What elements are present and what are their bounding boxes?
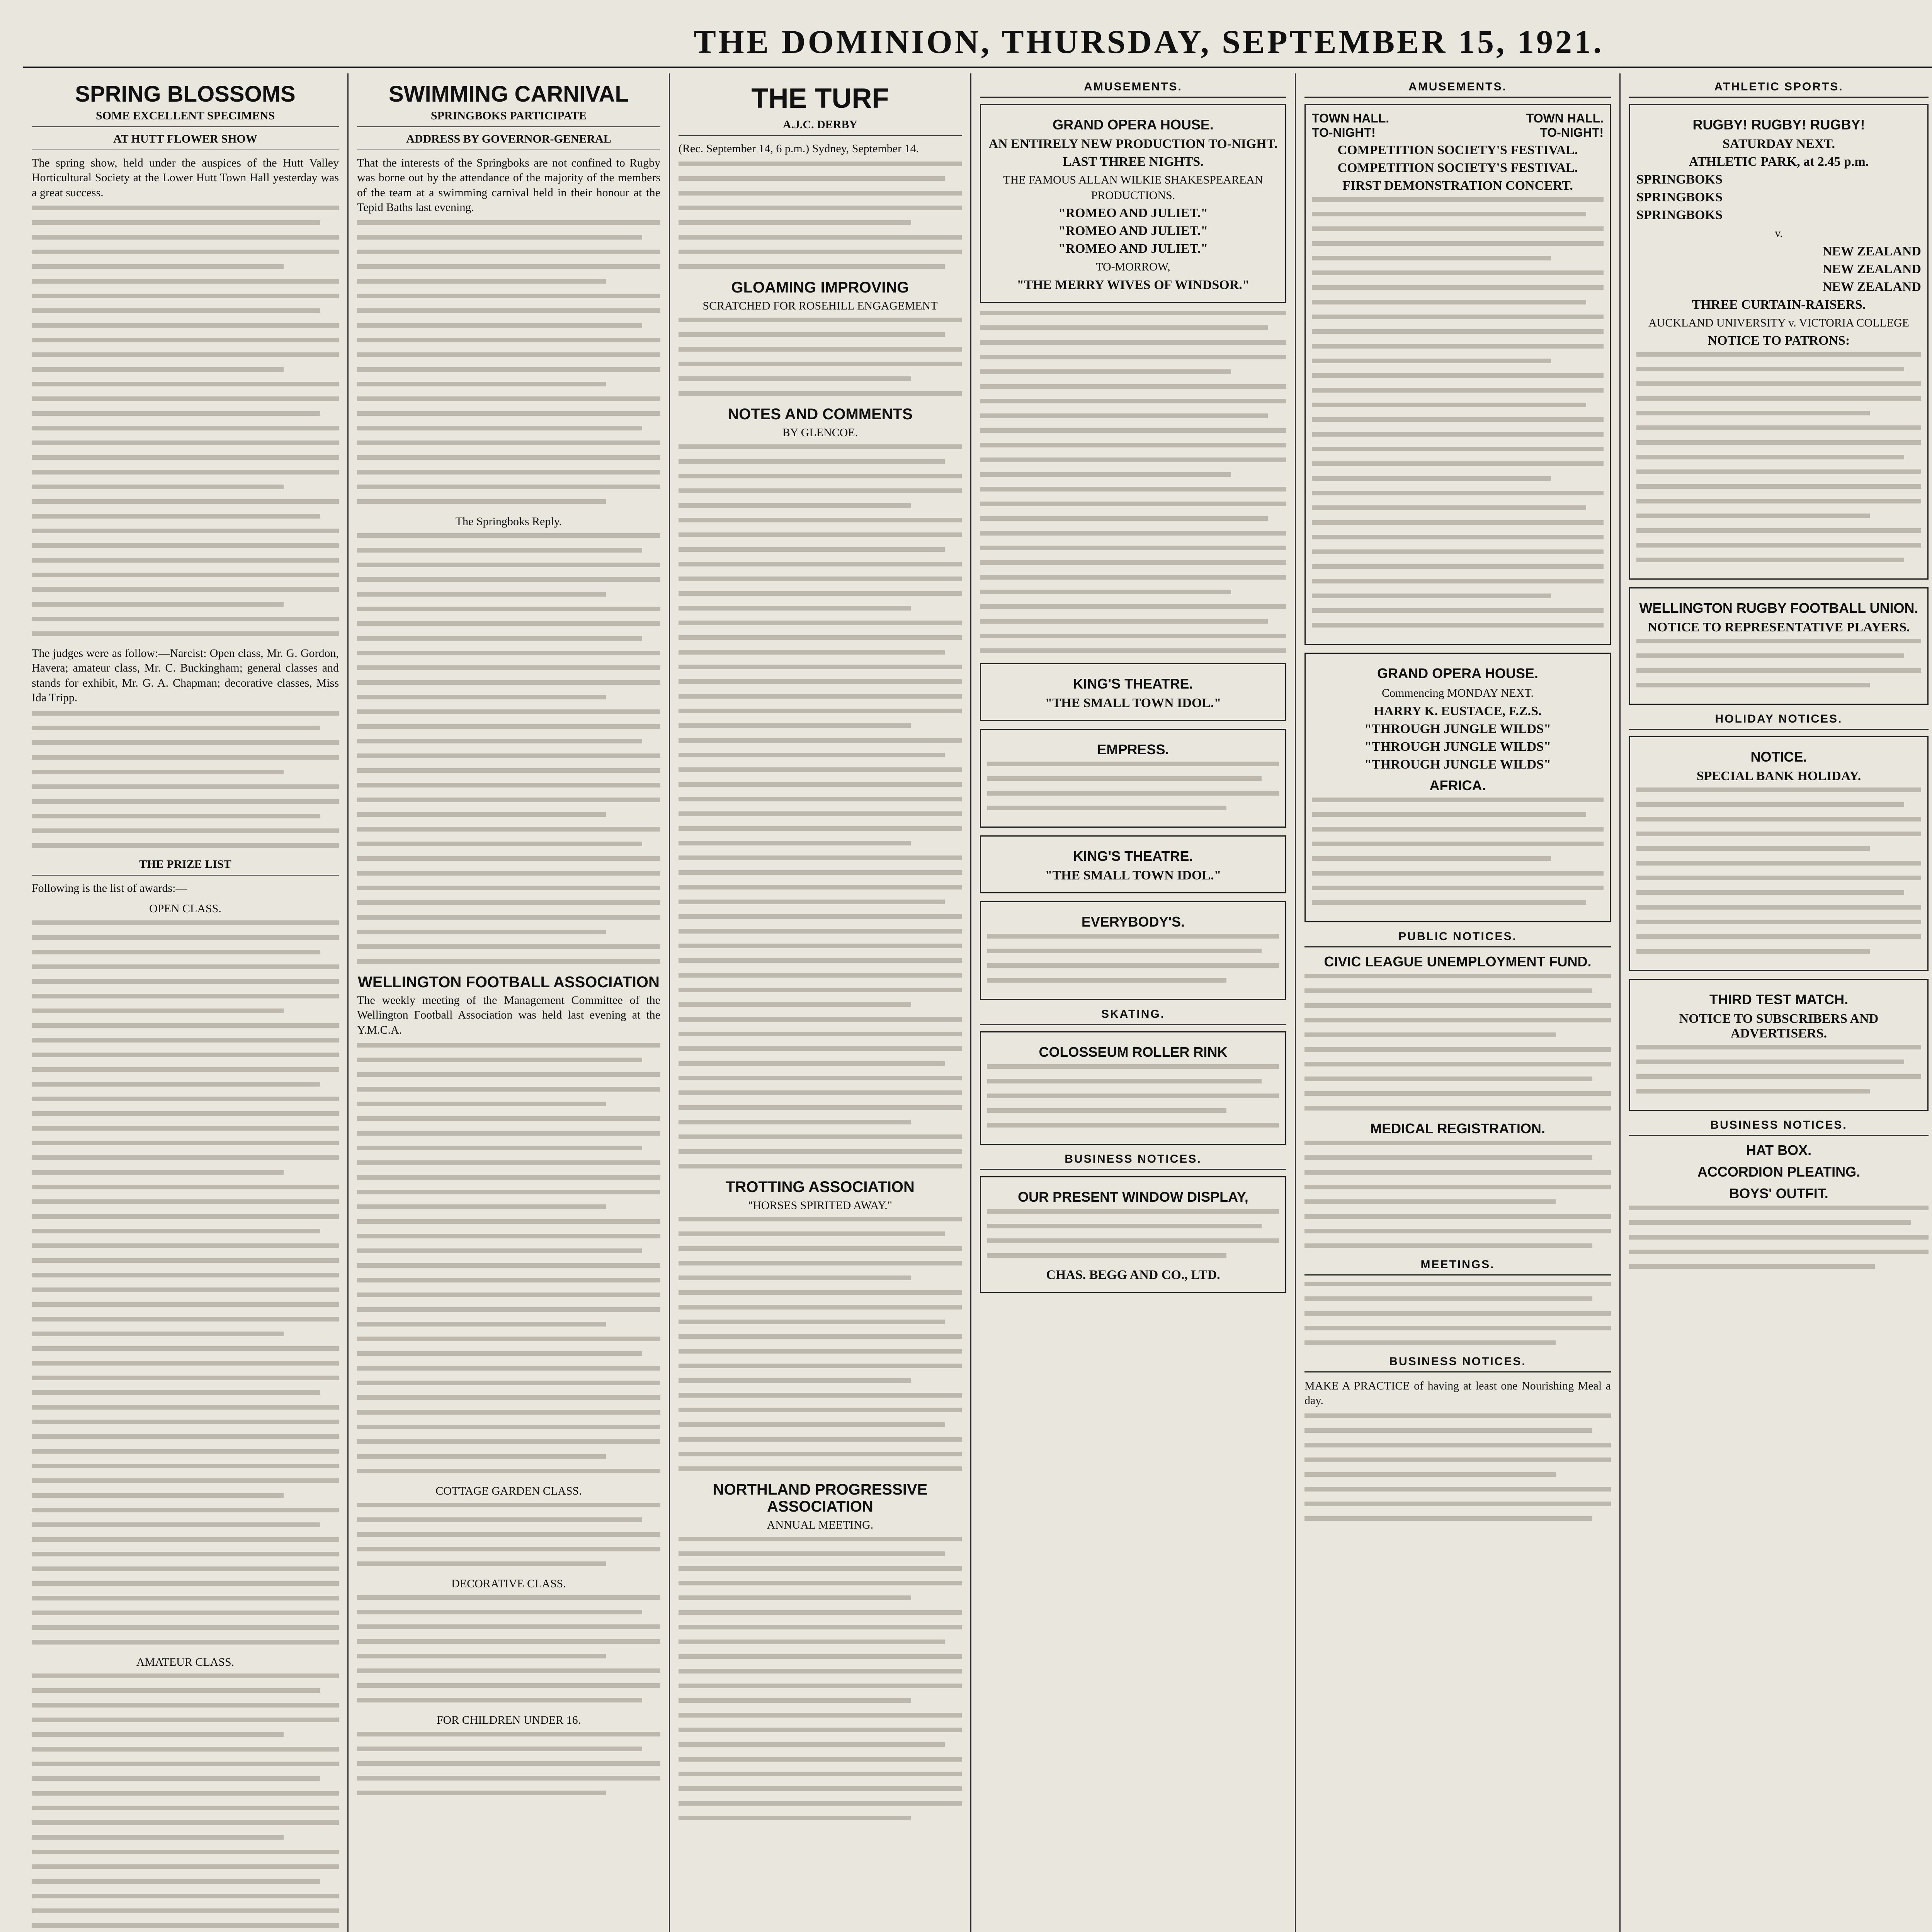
prize-list-heading: THE PRIZE LIST [32,858,339,876]
everybodys-title: EVERYBODY'S. [1081,913,1185,930]
article-text-block [32,1673,339,1932]
article-text-block [32,920,339,1645]
advertisement-text-block [1312,798,1604,905]
masthead-title: THE DOMINION, THURSDAY, SEPTEMBER 15, 1921. [694,23,1604,60]
notice-text-block [1304,974,1611,1111]
notice-text-block [1636,639,1921,687]
article-text-block [357,533,660,964]
notice-text-block [1636,787,1921,954]
colosseum-title: COLOSSEUM ROLLER RINK [1039,1044,1228,1060]
trotting-subheading: "HORSES SPIRITED AWAY." [748,1199,892,1212]
romeo-juliet-line: "ROMEO AND JULIET." [1058,206,1208,221]
ajc-derby-heading: A.J.C. DERBY [679,118,962,136]
notice-title: NOTICE. [1750,749,1807,765]
masthead [23,15,1932,68]
famous-productions-line: THE FAMOUS ALLAN WILKIE SHAKESPEAREAN PRODUCTIONS. [1003,173,1263,202]
spring-paragraph-2: The judges were as follow:—Narcist: Open class, Mr. G. Gordon, Havera; amateur class, Mr. C. Buckingham; general classes and stands for exhibit, Mr. G. A. Chapman; decorative classes, Miss Ida Tripp. [32,647,339,704]
swimming-paragraph-1: That the interests of the Springboks are not confined to Rugby was borne out by the attendance of the majority of the members of the team at a swimming carnival held in their honour at the Tepid Baths last evening. [357,156,660,214]
grand-opera-title: GRAND OPERA HOUSE. [1053,117,1214,133]
prize-list-intro: Following is the list of awards:— [32,881,187,895]
to-night-left: TO-NIGHT! [1312,126,1376,139]
romeo-juliet-line: "ROMEO AND JULIET." [1058,224,1208,238]
bank-holiday-notice [1629,736,1929,971]
civic-league-heading: CIVIC LEAGUE UNEMPLOYMENT FUND. [1324,953,1592,969]
kings-theatre-title: KING'S THEATRE. [1073,848,1193,864]
article-text-block [357,220,660,504]
subscribers-line: NOTICE TO SUBSCRIBERS AND ADVERTISERS. [1679,1012,1879,1041]
wru-title: WELLINGTON RUGBY FOOTBALL UNION. [1639,600,1918,616]
article-text-block [679,162,962,269]
notes-byline: BY GLENCOE. [782,426,858,439]
kings-theatre-ad [980,663,1286,721]
article-text-block [357,1732,660,1795]
third-test-notice [1629,979,1929,1111]
article-text-block [679,1537,962,1820]
new-zealand-line: NEW ZEALAND [1822,279,1921,294]
columns [23,73,1932,1932]
children-class-heading: FOR CHILDREN UNDER 16. [436,1714,581,1727]
spring-blossoms-headline: SPRING BLOSSOMS [75,82,296,107]
column-2 [349,73,670,1932]
saturday-next-line: SATURDAY NEXT. [1723,137,1835,151]
open-class-heading: OPEN CLASS. [149,902,221,915]
football-paragraph-1: The weekly meeting of the Management Committee of the Wellington Football Association was held last evening at the Y.M.C.A. [357,994,660,1036]
kings-theatre-ad-2 [980,835,1286,893]
notice-text-block [1636,1045,1921,1094]
article-text-block [357,1043,660,1473]
grand-opera-ad [980,104,1286,303]
practice-notice: MAKE A PRACTICE of having at least one Nourishing Meal a day. [1304,1379,1611,1407]
spring-subhead-2: AT HUTT FLOWER SHOW [32,133,339,150]
article-text-block [357,1503,660,1566]
festival-line: COMPETITION SOCIETY'S FESTIVAL. [1337,143,1578,157]
advertisement-text-block [987,934,1279,983]
springboks-line: SPRINGBOKS [1636,190,1723,204]
kings-theatre-title: KING'S THEATRE. [1073,675,1193,692]
eustace-line: HARRY K. EUSTACE, F.Z.S. [1374,704,1542,718]
curtain-raisers-line: THREE CURTAIN-RAISERS. [1692,297,1866,312]
programme-text-block [1312,197,1604,628]
tomorrow-line: TO-MORROW, [1096,260,1170,274]
to-night-right: TO-NIGHT! [1540,126,1604,139]
new-production-line: AN ENTIRELY NEW PRODUCTION TO-NIGHT. [988,137,1278,151]
small-town-idol-line: "THE SMALL TOWN IDOL." [1045,868,1221,883]
gloaming-subheading: SCRATCHED FOR ROSEHILL ENGAGEMENT [702,299,938,313]
rugby-ad [1629,104,1929,580]
spring-subhead-1: SOME EXCELLENT SPECIMENS [32,109,339,127]
gloaming-heading: GLOAMING IMPROVING [731,279,909,296]
town-hall-ad [1304,104,1611,645]
notice-text-block [1629,1206,1929,1269]
athletic-park-line: ATHLETIC PARK, at 2.45 p.m. [1689,155,1869,169]
wru-notice [1629,587,1929,705]
column-1 [23,73,349,1932]
window-display-line: OUR PRESENT WINDOW DISPLAY, [1018,1189,1248,1205]
swimming-subhead-2: ADDRESS BY GOVERNOR-GENERAL [357,133,660,150]
medical-registration-heading: MEDICAL REGISTRATION. [1370,1120,1545,1136]
annual-meeting-subheading: ANNUAL MEETING. [767,1519,874,1532]
article-text-block [357,1595,660,1702]
new-zealand-line: NEW ZEALAND [1822,244,1921,259]
meetings-header: MEETINGS. [1304,1258,1611,1276]
article-text-block [32,206,339,636]
cottage-garden-heading: COTTAGE GARDEN CLASS. [435,1485,582,1498]
last-nights-line: LAST THREE NIGHTS. [1063,155,1204,169]
springboks-line: SPRINGBOKS [1636,172,1723,187]
trotting-heading: TROTTING ASSOCIATION [726,1178,915,1196]
column-4 [971,73,1296,1932]
notice-text-block [1304,1413,1611,1521]
notice-text-block [1304,1141,1611,1248]
column-5 [1296,73,1621,1932]
town-hall-right: TOWN HALL. [1526,111,1604,125]
merry-wives-line: "THE MERRY WIVES OF WINDSOR." [1017,277,1250,292]
notice-text-block [1304,1282,1611,1345]
town-hall-left: TOWN HALL. [1312,111,1389,125]
advertisement-text-block [987,1209,1279,1258]
empress-ad [980,729,1286,828]
business-notices-header: BUSINESS NOTICES. [980,1153,1286,1170]
grand-opera-jungle-ad [1304,653,1611,922]
ajc-paragraph: (Rec. September 14, 6 p.m.) Sydney, September 14. [679,142,919,155]
swimming-subhead-1: SPRINGBOKS PARTICIPATE [357,109,660,127]
article-text-block [679,1217,962,1471]
empress-title: EMPRESS. [1097,741,1169,757]
business-notices-header: BUSINESS NOTICES. [1304,1355,1611,1372]
article-text-block [32,711,339,848]
the-turf-headline: THE TURF [751,83,889,114]
column-3 [670,73,971,1932]
spring-paragraph-1: The spring show, held under the auspices of the Hutt Valley Horticultural Society at the Lower Hutt Town Hall yesterday was a great success. [32,156,339,199]
hat-box-heading: HAT BOX. [1746,1142,1812,1158]
advertisement-text-block [987,762,1279,810]
jungle-line: "THROUGH JUNGLE WILDS" [1364,757,1551,772]
advertisement-text-block [980,311,1286,653]
accordion-heading: ACCORDION PLEATING. [1697,1164,1861,1180]
new-zealand-line: NEW ZEALAND [1822,262,1921,276]
wellington-football-heading: WELLINGTON FOOTBALL ASSOCIATION [358,974,660,991]
jungle-line: "THROUGH JUNGLE WILDS" [1364,721,1551,736]
representative-players-line: NOTICE TO REPRESENTATIVE PLAYERS. [1648,620,1910,635]
decorative-class-heading: DECORATIVE CLASS. [451,1577,566,1590]
notice-text-block [1636,352,1921,562]
swimming-carnival-headline: SWIMMING CARNIVAL [389,82,629,107]
springboks-reply-heading: The Springboks Reply. [455,515,562,528]
amusements-section-header: AMUSEMENTS. [980,80,1286,98]
athletic-sports-header: ATHLETIC SPORTS. [1629,80,1929,98]
notice-patrons-line: NOTICE TO PATRONS: [1708,333,1850,348]
article-text-block [679,444,962,1168]
amusements-section-header: AMUSEMENTS. [1304,80,1611,98]
business-notices-header: BUSINESS NOTICES. [1629,1119,1929,1136]
romeo-juliet-line: "ROMEO AND JULIET." [1058,242,1208,256]
town-hall-row [1312,111,1604,126]
chas-begg-name: CHAS. BEGG AND CO., LTD. [1046,1267,1220,1282]
jungle-line: "THROUGH JUNGLE WILDS" [1364,739,1551,754]
holiday-notices-header: HOLIDAY NOTICES. [1629,713,1929,730]
third-test-title: THIRD TEST MATCH. [1709,992,1849,1008]
demonstration-line: FIRST DEMONSTRATION CONCERT. [1342,179,1573,193]
africa-line: AFRICA. [1429,777,1486,793]
everybodys-ad [980,901,1286,1000]
grand-opera-title: GRAND OPERA HOUSE. [1377,665,1538,681]
small-town-idol-line: "THE SMALL TOWN IDOL." [1045,696,1221,710]
skating-header: SKATING. [980,1008,1286,1025]
northland-heading: NORTHLAND PROGRESSIVE ASSOCIATION [713,1481,928,1515]
notes-comments-heading: NOTES AND COMMENTS [728,405,913,423]
festival-line: COMPETITION SOCIETY'S FESTIVAL. [1337,161,1578,175]
to-night-row [1312,126,1604,140]
article-text-block [679,318,962,396]
advertisement-text-block [987,1064,1279,1128]
auckland-victoria-line: AUCKLAND UNIVERSITY v. VICTORIA COLLEGE [1648,316,1909,329]
rugby-line: RUGBY! RUGBY! RUGBY! [1692,117,1865,133]
boys-outfit-heading: BOYS' OUTFIT. [1729,1185,1828,1202]
special-bank-holiday-line: SPECIAL BANK HOLIDAY. [1696,769,1861,784]
public-notices-header: PUBLIC NOTICES. [1304,930,1611,947]
springboks-line: SPRINGBOKS [1636,208,1723,222]
commencing-line: Commencing MONDAY NEXT. [1381,687,1534,699]
colosseum-ad [980,1031,1286,1145]
chas-begg-ad [980,1176,1286,1293]
column-6 [1621,73,1932,1932]
amateur-class-heading: AMATEUR CLASS. [136,1655,235,1668]
versus-line: v. [1775,227,1783,240]
